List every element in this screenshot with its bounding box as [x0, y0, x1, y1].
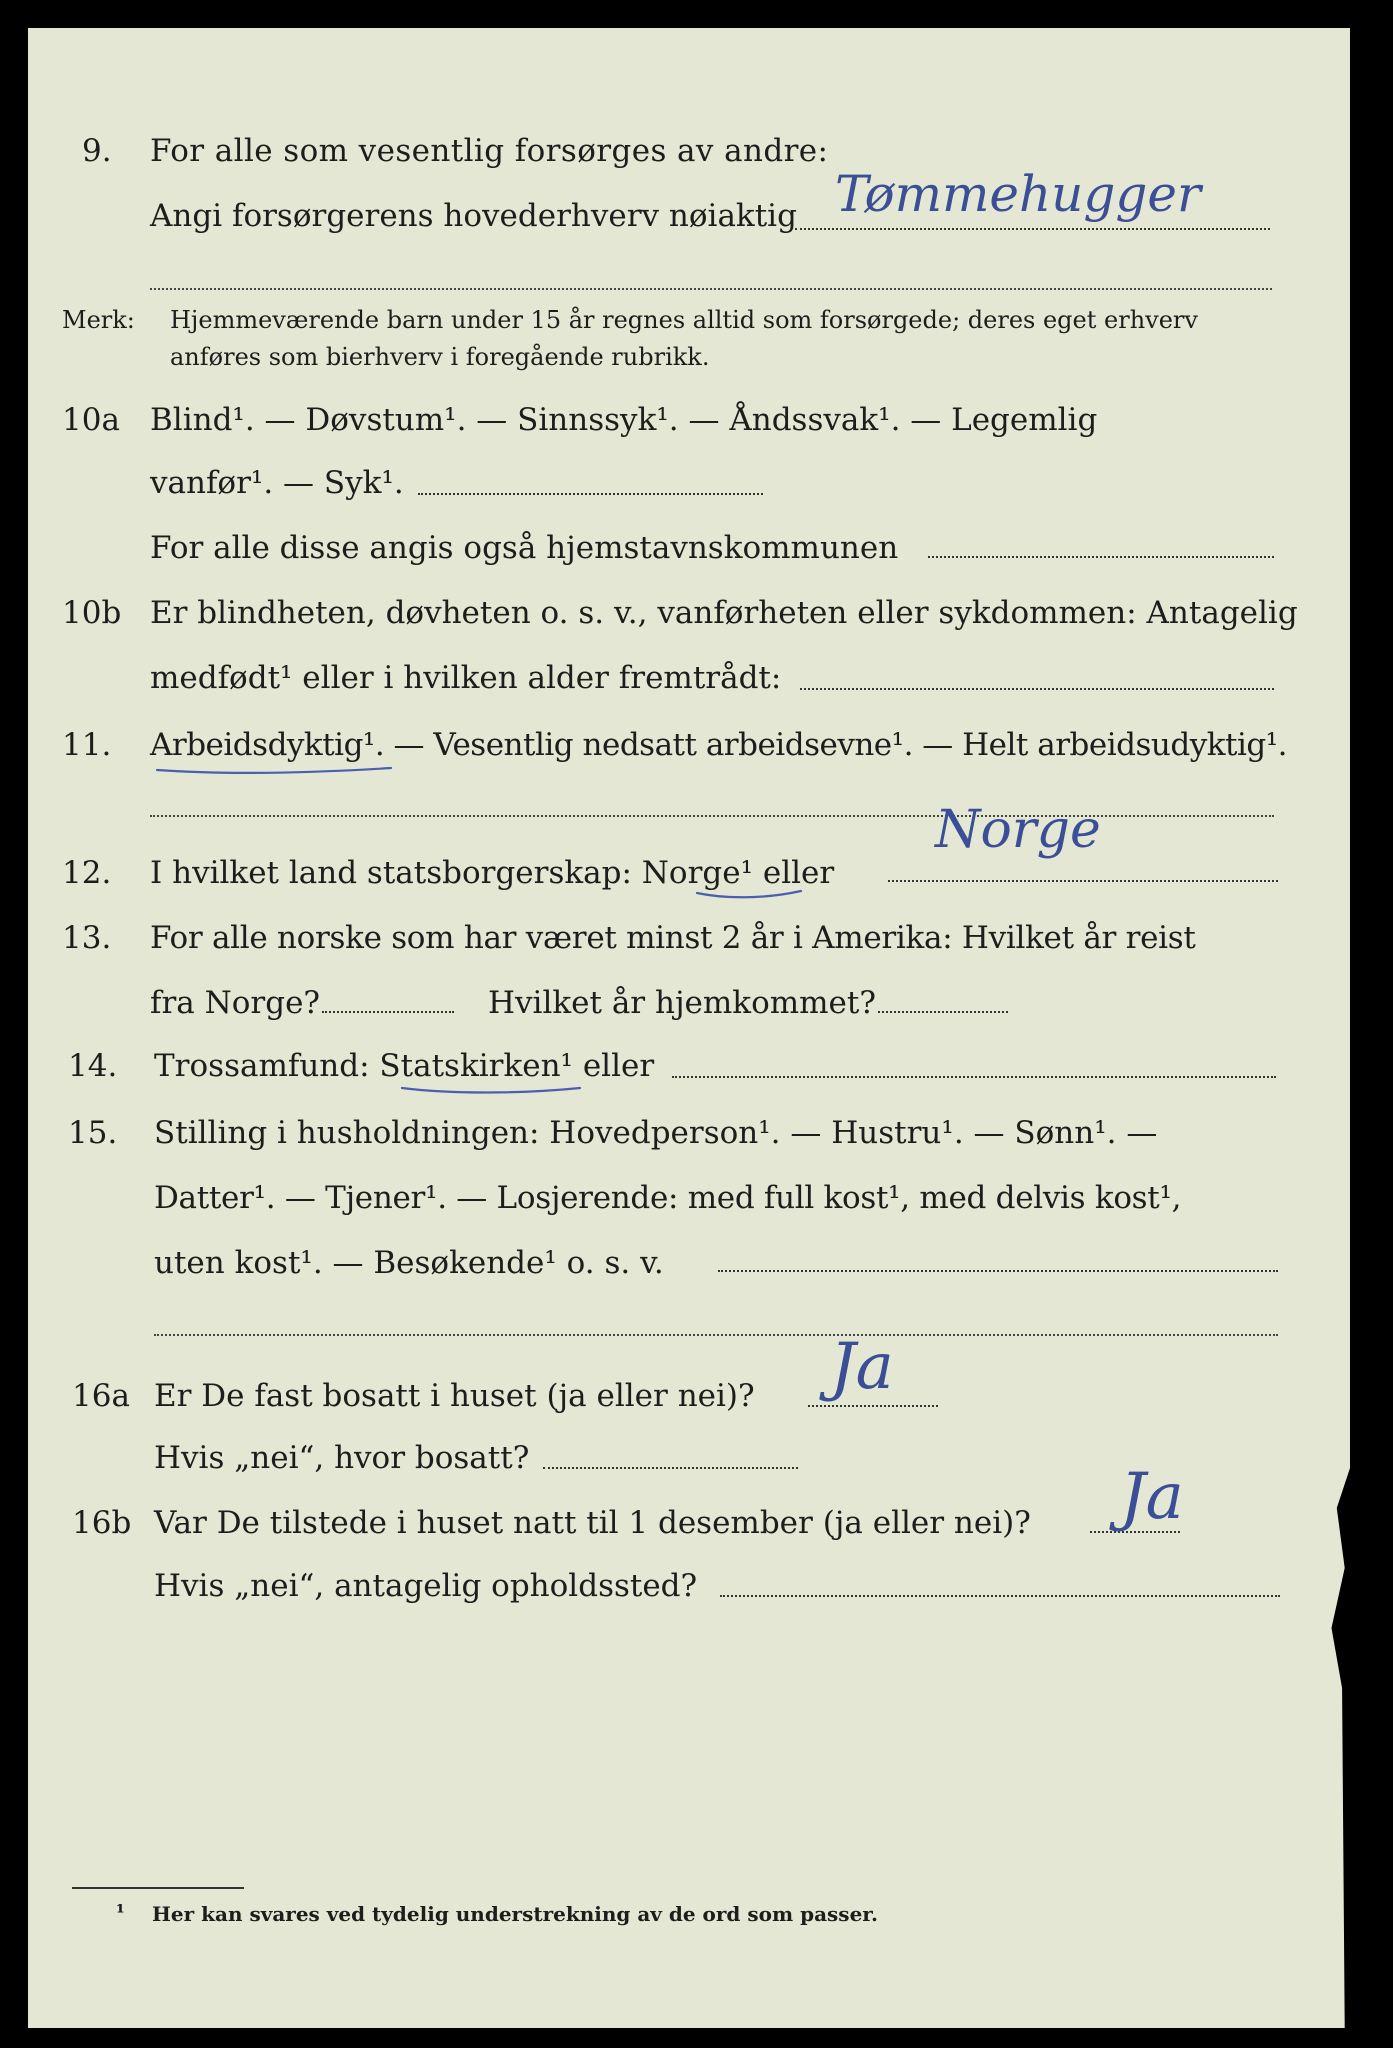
q10b-answer-line: [800, 688, 1274, 690]
q13-line2a: fra Norge?: [150, 985, 321, 1021]
q16b-number: 16b: [72, 1505, 132, 1541]
q16b-line2: Hvis „nei“, antagelig opholdssted?: [154, 1568, 698, 1604]
q16b-place-line: [720, 1595, 1280, 1597]
q16a-line1: Er De fast bosatt i huset (ja eller nei)?: [154, 1378, 755, 1414]
q16b-line1: Var De tilstede i huset natt til 1 desember (ja eller nei)?: [154, 1505, 1031, 1541]
q12-answer-line: [888, 880, 1278, 882]
q10b-number: 10b: [62, 595, 122, 631]
q11-text: Arbeidsdyktig¹. — Vesentlig nedsatt arbeidsevne¹. — Helt arbeidsudyktig¹.: [150, 727, 1288, 763]
q16a-number: 16a: [72, 1378, 130, 1414]
q16b-handwritten-answer: Ja: [1120, 1460, 1184, 1534]
q15-separator: [154, 1334, 1278, 1336]
q9-number: 9.: [82, 133, 112, 169]
footnote-mark: ¹: [116, 1900, 125, 1924]
q13-number: 13.: [62, 920, 112, 956]
merk-label: Merk:: [62, 306, 135, 334]
q10a-line2: vanfør¹. — Syk¹.: [150, 465, 404, 501]
q10a-answer-line: [418, 493, 763, 495]
q15-line3: uten kost¹. — Besøkende¹ o. s. v.: [154, 1245, 664, 1281]
q14-number: 14.: [68, 1048, 118, 1084]
q16a-handwritten-answer: Ja: [830, 1330, 894, 1404]
q16a-where-line: [543, 1467, 798, 1469]
q10a-line1: Blind¹. — Døvstum¹. — Sinnssyk¹. — Åndssvak¹. — Legemlig: [150, 402, 1098, 438]
q14-text: Trossamfund: Statskirken¹ eller: [154, 1048, 655, 1084]
q9-answer-line: [795, 228, 1270, 230]
q9-line2: Angi forsørgerens hovederhverv nøiaktig: [150, 198, 797, 234]
q12-text: I hvilket land statsborgerskap: Norge¹ eller: [150, 855, 835, 891]
q16a-answer-line: [808, 1405, 938, 1407]
q14-underline-mark: [400, 1082, 585, 1100]
q12-handwritten-answer: Norge: [935, 800, 1101, 860]
q11-number: 11.: [62, 727, 112, 763]
q10b-line2: medfødt¹ eller i hvilken alder fremtrådt:: [150, 660, 782, 696]
q15-number: 15.: [68, 1115, 118, 1151]
q13-line2b: Hvilket år hjemkommet?: [488, 985, 876, 1021]
merk-line2: anføres som bierhverv i foregående rubrikk.: [170, 343, 710, 371]
footnote-rule: [72, 1887, 244, 1889]
q9-separator: [150, 288, 1272, 290]
q12-number: 12.: [62, 855, 112, 891]
q9-line1: For alle som vesentlig forsørges av andre:: [150, 133, 829, 169]
footnote-text: Her kan svares ved tydelig understrekning av de ord som passer.: [152, 1902, 878, 1926]
q13-right-answer-line: [878, 1011, 1008, 1013]
q10b-line1: Er blindheten, døvheten o. s. v., vanførheten eller sykdommen: Antagelig: [150, 595, 1298, 631]
q15-line1: Stilling i husholdningen: Hovedperson¹. — Hustru¹. — Sønn¹. —: [154, 1115, 1158, 1151]
q15-line2: Datter¹. — Tjener¹. — Losjerende: med full kost¹, med delvis kost¹,: [154, 1180, 1182, 1216]
q11-underline-mark: [155, 760, 395, 780]
q14-answer-line: [672, 1076, 1276, 1078]
q15-answer-line: [718, 1270, 1278, 1272]
merk-line1: Hjemmeværende barn under 15 år regnes alltid som forsørgede; deres eget erhverv: [170, 306, 1198, 334]
q11-separator: [150, 815, 1274, 817]
q12-underline-mark: [695, 885, 805, 905]
q10a-number: 10a: [62, 402, 120, 438]
q9-handwritten-answer: Tømmehugger: [835, 165, 1201, 223]
q13-line1: For alle norske som har været minst 2 år i Amerika: Hvilket år reist: [150, 920, 1196, 956]
q13-left-answer-line: [322, 1011, 454, 1013]
q10a-hometown-line: [928, 556, 1274, 558]
q10a-line3: For alle disse angis også hjemstavnskommunen: [150, 530, 899, 566]
q16a-line2: Hvis „nei“, hvor bosatt?: [154, 1440, 530, 1476]
